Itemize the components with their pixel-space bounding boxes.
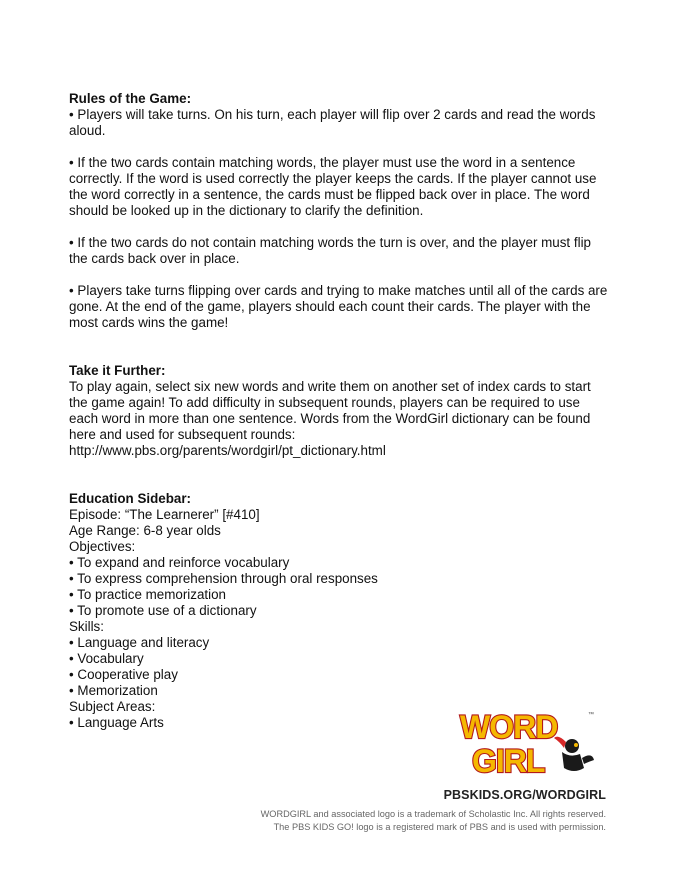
sidebar-skill-item: • Language and literacy: [69, 635, 210, 650]
site-url[interactable]: PBSKIDS.ORG/WORDGIRL: [443, 788, 606, 802]
sidebar-objective-item: • To practice memorization: [69, 587, 227, 602]
sidebar-heading: Education Sidebar:: [69, 491, 192, 506]
mascot-icon: [554, 737, 594, 771]
sidebar-age-range: Age Range: 6-8 year olds: [69, 523, 221, 538]
sidebar-subject-item: • Language Arts: [69, 715, 164, 730]
sidebar-skill-item: • Vocabulary: [69, 651, 144, 666]
legal-line-2: The PBS KIDS GO! logo is a registered mark of PBS and is used with permission.: [273, 822, 606, 832]
further-heading: Take it Further:: [69, 363, 166, 378]
sidebar-objective-item: • To express comprehension through oral responses: [69, 571, 378, 586]
svg-text:WORD: WORD: [460, 709, 558, 745]
sidebar-objective-item: • To expand and reinforce vocabulary: [69, 555, 290, 570]
sidebar-skill-item: • Cooperative play: [69, 667, 178, 682]
rules-heading: Rules of the Game:: [69, 91, 192, 106]
svg-text:™: ™: [588, 712, 594, 718]
sidebar-subject-label: Subject Areas:: [69, 699, 156, 714]
wordgirl-logo: [458, 708, 598, 778]
further-text: To play again, select six new words and write them on another set of index cards to start the game again! To add difficulty in subsequent rounds, players can be required to use each word in more than one sentence. Words from the WordGirl dictionary can be found here and used for subsequent rounds:: [69, 379, 591, 442]
svg-text:GIRL: GIRL: [472, 743, 545, 778]
rules-paragraph-1: • Players will take turns. On his turn, each player will flip over 2 cards and read the words aloud.: [69, 107, 596, 138]
document-body: [69, 91, 609, 731]
legal-notice: [261, 808, 606, 834]
sidebar-episode: Episode: “The Learnerer” [#410]: [69, 507, 260, 522]
sidebar-objective-item: • To promote use of a dictionary: [69, 603, 257, 618]
sidebar-skill-item: • Memorization: [69, 683, 158, 698]
sidebar-objectives-label: Objectives:: [69, 539, 136, 554]
rules-paragraph-4: • Players take turns flipping over cards and trying to make matches until all of the cards are gone. At the end of the game, players should each count their cards. The player with the most cards wins the game!: [69, 283, 608, 330]
sidebar-skills-label: Skills:: [69, 619, 104, 634]
dictionary-link[interactable]: http://www.pbs.org/parents/wordgirl/pt_dictionary.html: [69, 443, 386, 458]
rules-paragraph-3: • If the two cards do not contain matching words the turn is over, and the player must flip the cards back over in place.: [69, 235, 591, 266]
legal-line-1: WORDGIRL and associated logo is a trademark of Scholastic Inc. All rights reserved.: [260, 809, 606, 819]
rules-paragraph-2: • If the two cards contain matching words, the player must use the word in a sentence correctly. If the word is used correctly the player keeps the cards. If the player cannot use the word correctly in a sentence, the cards must be flipped back over in place. The word should be looked up in the dictionary to clarify the definition.: [69, 155, 597, 218]
